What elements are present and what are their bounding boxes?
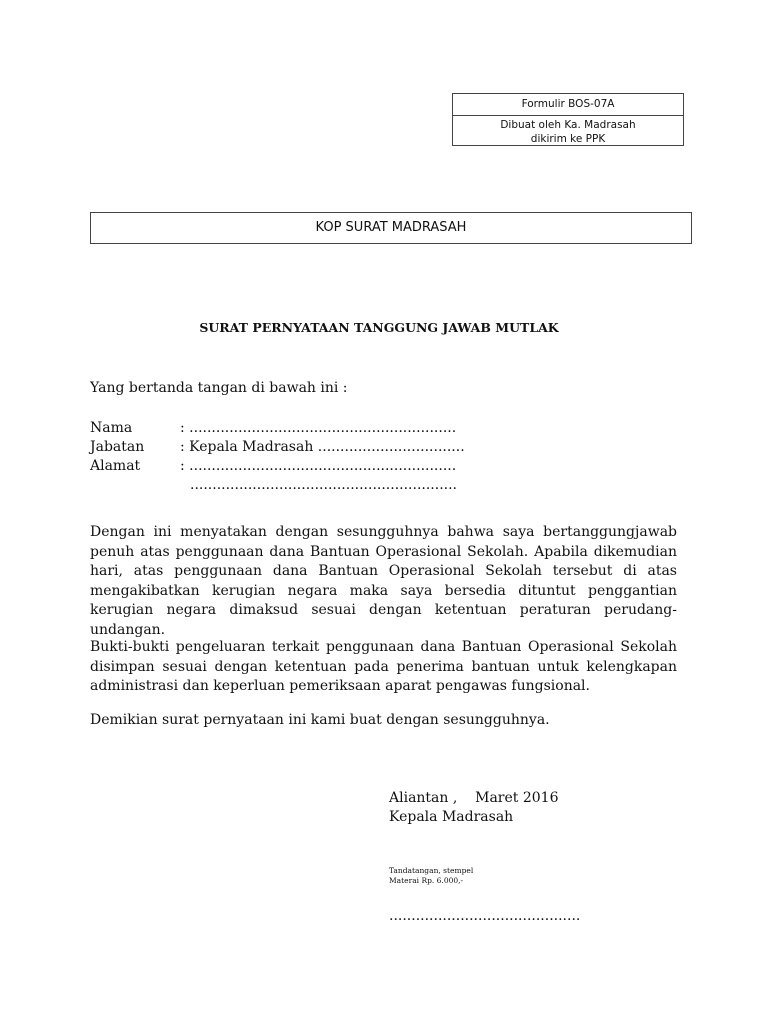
field-value-nama: : ............................................................ — [180, 420, 457, 436]
field-value-jabatan: : Kepala Madrasah ................................. — [180, 439, 465, 455]
signature-line: ........................................... — [389, 908, 581, 924]
form-code: Formulir BOS-07A — [453, 94, 683, 116]
field-nama — [90, 419, 465, 438]
opening-line: Yang bertanda tangan di bawah ini : — [90, 380, 348, 396]
form-note — [453, 116, 683, 146]
stamp-note-line2: Materai Rp. 6.000,- — [389, 876, 464, 885]
stamp-note-line1: Tandatangan, stempel — [389, 866, 474, 875]
stamp-note — [389, 866, 473, 886]
field-value-alamat: : ............................................................ — [180, 458, 457, 474]
form-note-line1: Dibuat oleh Ka. Madrasah — [500, 119, 636, 131]
field-jabatan — [90, 438, 465, 457]
signer-position: Kepala Madrasah — [389, 809, 514, 825]
field-label-alamat: Alamat — [90, 458, 141, 474]
identity-fields — [90, 419, 465, 495]
field-alamat-continuation: ............................................................ — [190, 477, 458, 493]
signature-block — [389, 789, 558, 827]
paragraph-closing: Demikian surat pernyataan ini kami buat dengan sesungguhnya. — [90, 712, 550, 728]
field-alamat — [90, 457, 465, 476]
field-label-nama: Nama — [90, 420, 133, 436]
document-title: SURAT PERNYATAAN TANGGUNG JAWAB MUTLAK — [199, 320, 559, 335]
letterhead-box: KOP SURAT MADRASAH — [90, 212, 692, 244]
place-date: Aliantan , Maret 2016 — [389, 790, 559, 806]
paragraph-evidence: Bukti-bukti pengeluaran terkait penggunaan dana Bantuan Operasional Sekolah disimpan sesuai dengan ketentuan pada penerima bantuan untuk kelengkapan administrasi dan keperluan pemeriksaan aparat pengawas fungsional. — [90, 639, 677, 694]
form-info-box — [452, 93, 684, 146]
paragraph-statement: Dengan ini menyatakan dengan sesungguhnya bahwa saya bertanggungjawab penuh atas penggunaan dana Bantuan Operasional Sekolah. Apabila dikemudian hari, atas penggunaan dana Bantuan Operasional Sekolah tersebut di atas mengakibatkan kerugian negara maka saya bersedia dituntut penggantian kerugian negara dimaksud sesuai dengan ketentuan peraturan perudang-undangan. — [90, 524, 677, 638]
form-note-line2: dikirim ke PPK — [530, 133, 606, 145]
field-label-jabatan: Jabatan — [90, 439, 145, 455]
